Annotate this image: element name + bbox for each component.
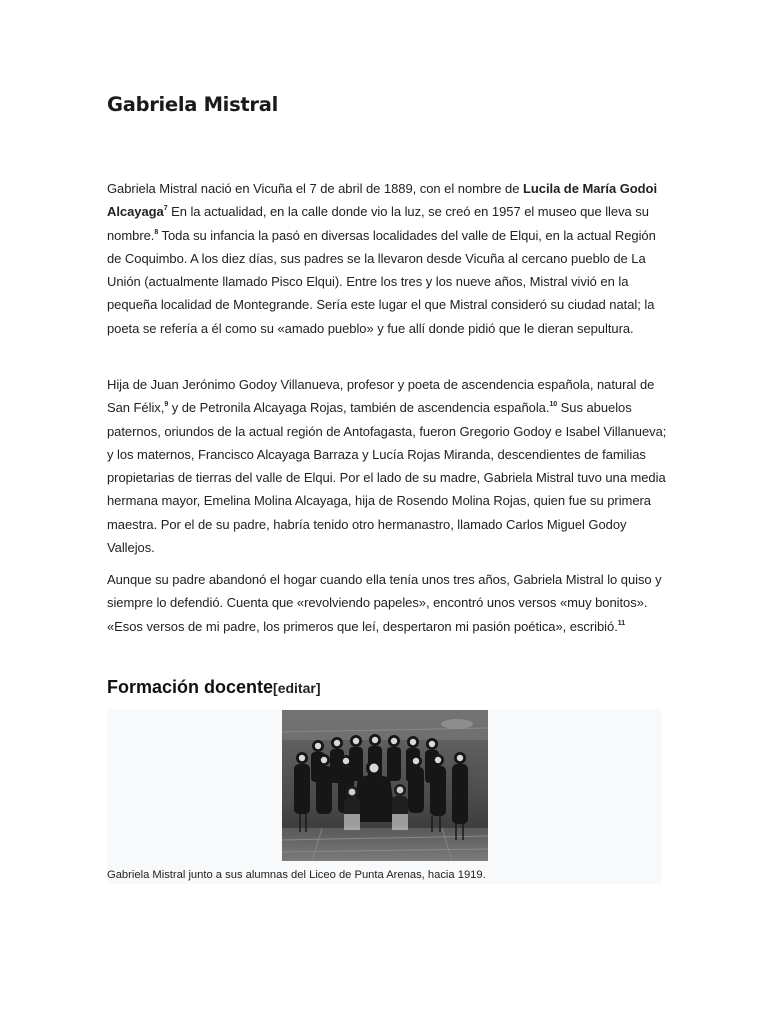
paragraph-text: Aunque su padre abandonó el hogar cuando ella tenía unos tres años, Gabriela Mistral lo quiso y siempre lo defendió. Cuenta que «revolviendo papeles», encontró unos versos «muy bonitos». «Esos versos de mi padre, los primeros que leí, despertaron mi pasión poética», escribió. xyxy=(107,572,662,634)
page-title: Gabriela Mistral xyxy=(107,93,278,116)
paragraph-birth xyxy=(107,177,667,340)
footnote-ref[interactable]: 9 xyxy=(164,401,169,409)
paragraph-text: Sus abuelos paternos, oriundos de la actual región de Antofagasta, fueron Gregorio Godoy e Isabel Villanueva; y los maternos, Francisco Alcayaga Barraza y Lucía Rojas Miranda, descendientes de familias propietarias de tierras del valle de Elqui. Por el lado de su madre, Gabriela Mistral tuvo una media hermana mayor, Emelina Molina Alcayaga, hija de Rosendo Molina Rojas, quien fue su primera maestra. Por el de su padre, habría tenido otro hermanastro, llamado Carlos Miguel Godoy Vallejos. xyxy=(107,400,667,556)
paragraph-text: En la actualidad, en la calle donde vio la luz, se creó en 1957 el museo que lleva su nombre. xyxy=(107,204,649,243)
birth-name-bold: Lucila de María Godoi Alcayaga xyxy=(107,181,658,220)
paragraph-family xyxy=(107,373,667,559)
paragraph-text: Gabriela Mistral nació en Vicuña el 7 de abril de 1889, con el nombre de xyxy=(107,181,523,196)
paragraph-text: y de Petronila Alcayaga Rojas, también de ascendencia española. xyxy=(168,400,550,416)
footnote-ref[interactable]: 11 xyxy=(617,619,626,627)
section-heading-formacion xyxy=(107,672,320,700)
paragraph-text: Toda su infancia la pasó en diversas localidades del valle de Elqui, en la actual Región de Coquimbo. A los diez días, sus padres se la llevaron desde Vicuña al cercano pueblo de La Unión (actualmente llamado Pisco Elqui). Entre los tres y los nueve años, Mistral vivió en la pequeña localidad de Montegrande. Sería este lugar el que Mistral consideró su ciudad natal; la poeta se refería a él como su «amado pueblo» y fue allí donde pidió que le dieran sepultura. xyxy=(107,227,656,336)
paragraph-father xyxy=(107,568,667,638)
paragraph-text: Hija de Juan Jerónimo Godoy Villanueva, profesor y poeta de ascendencia española, natural de San Félix, xyxy=(107,377,655,416)
footnote-ref[interactable]: 8 xyxy=(154,228,159,236)
historical-photo xyxy=(282,710,488,861)
group-photo-image xyxy=(282,710,488,861)
figure-box xyxy=(107,709,662,884)
figure-caption: Gabriela Mistral junto a sus alumnas del Liceo de Punta Arenas, hacia 1919. xyxy=(107,869,486,881)
footnote-ref[interactable]: 7 xyxy=(163,205,168,213)
edit-link[interactable]: [editar] xyxy=(273,680,321,696)
section-heading-text: Formación docente xyxy=(107,677,274,697)
footnote-ref[interactable]: 10 xyxy=(549,401,558,409)
